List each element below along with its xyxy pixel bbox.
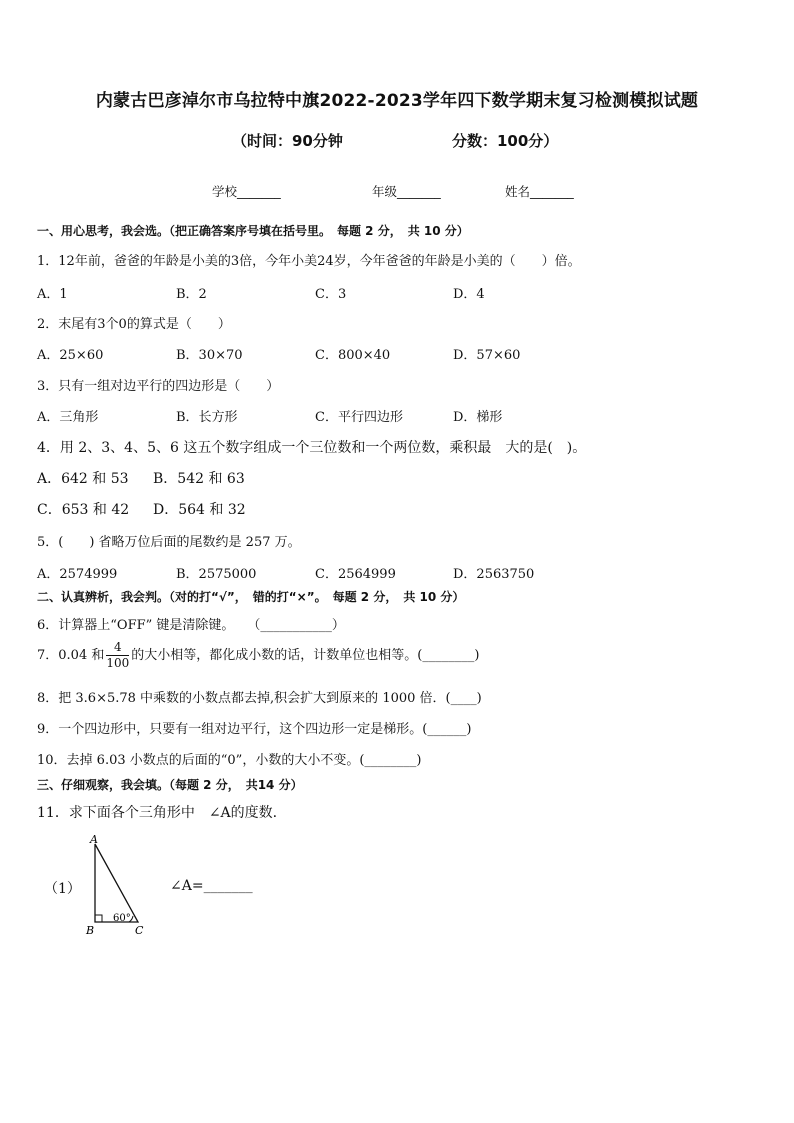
q1-option-c: C．3: [315, 287, 347, 302]
question-4: 4．用 2、3、4、5、6 这五个数字组成一个三位数和一个两位数，乘积最 大的是( )。: [37, 440, 587, 456]
q1-option-d: D．4: [453, 287, 485, 302]
q2-option-b: B．30×70: [176, 348, 243, 363]
q5-option-d: D．2563750: [453, 567, 535, 582]
q1-option-b: B．2: [176, 287, 207, 302]
q3-option-c: C．平行四边形: [315, 410, 403, 425]
right-triangle-diagram: [80, 832, 155, 940]
question-7: [37, 640, 479, 671]
q7-suffix: 的大小相等，都化成小数的话，计数单位也相等。(________): [131, 648, 480, 663]
q7-prefix: 7．0.04 和: [37, 648, 105, 663]
question-3: 3．只有一组对边平行的四边形是（ ）: [37, 379, 280, 394]
vertex-label-c: C: [135, 924, 144, 937]
q3-option-a: A．三角形: [37, 410, 99, 425]
vertex-label-a: A: [90, 833, 98, 846]
question-5: 5．( ) 省略万位后面的尾数约是 257 万。: [37, 535, 301, 550]
question-2: 2．末尾有3个0的算式是（ ）: [37, 317, 231, 332]
question-1: 1．12年前，爸爸的年龄是小美的3倍，今年小美24岁，今年爸爸的年龄是小美的（ ）倍。: [37, 254, 581, 269]
q1-option-a: A．1: [37, 287, 68, 302]
section-heading-2: 二、认真辨析，我会判。（对的打“√”， 错的打“×”。 每题 2 分， 共 10 分）: [37, 590, 465, 604]
name-field: 姓名_______: [505, 184, 574, 199]
question-8: 8．把 3.6×5.78 中乘数的小数点都去掉,积会扩大到原来的 1000 倍．(____): [37, 691, 482, 706]
q3-option-b: B．长方形: [176, 410, 238, 425]
q2-option-c: C．800×40: [315, 348, 391, 363]
grade-field: 年级_______: [372, 184, 441, 199]
fraction-numerator: 4: [106, 640, 129, 656]
q5-option-c: C．2564999: [315, 567, 396, 582]
q4-option-a: A．642 和 53: [37, 471, 129, 487]
q3-option-d: D．梯形: [453, 410, 503, 425]
q11-subpart-1: （1）: [44, 881, 81, 897]
q2-option-d: D．57×60: [453, 348, 521, 363]
q4-option-d: D．564 和 32: [153, 502, 246, 518]
vertex-label-b: B: [86, 924, 95, 937]
page-title: 内蒙古巴彦淖尔市乌拉特中旗2022-2023学年四下数学期末复习检测模拟试题: [95, 91, 699, 111]
right-angle-mark: [95, 915, 102, 922]
school-field: 学校_______: [212, 184, 281, 199]
exam-score: 分数：100分）: [452, 132, 559, 150]
fraction-denominator: 100: [106, 656, 130, 670]
section-heading-1: 一、用心思考，我会选。（把正确答案序号填在括号里。 每题 2 分， 共 10 分）: [37, 224, 469, 238]
q4-option-c: C．653 和 42: [37, 502, 130, 518]
question-9: 9．一个四边形中，只要有一组对边平行，这个四边形一定是梯形。(______): [37, 722, 472, 737]
q5-option-a: A．2574999: [37, 567, 118, 582]
triangle-shape: [95, 844, 138, 922]
exam-time: （时间：90分钟: [232, 132, 343, 150]
q5-option-b: B．2575000: [176, 567, 257, 582]
section-heading-3: 三、仔细观察，我会填。（每题 2 分， 共14 分）: [37, 778, 303, 792]
question-10: 10．去掉 6.03 小数点的后面的“0”，小数的大小不变。(________): [37, 753, 422, 768]
q2-option-a: A．25×60: [37, 348, 104, 363]
fraction-4-100: [106, 640, 129, 671]
question-11: 11．求下面各个三角形中 ∠A的度数.: [37, 805, 278, 821]
q11-answer-blank: ∠A=_______: [170, 878, 253, 894]
question-6: 6．计算器上“OFF” 键是清除键。 （___________）: [37, 618, 345, 633]
q4-option-b: B．542 和 63: [153, 471, 245, 487]
angle-label: 60°: [113, 913, 131, 924]
